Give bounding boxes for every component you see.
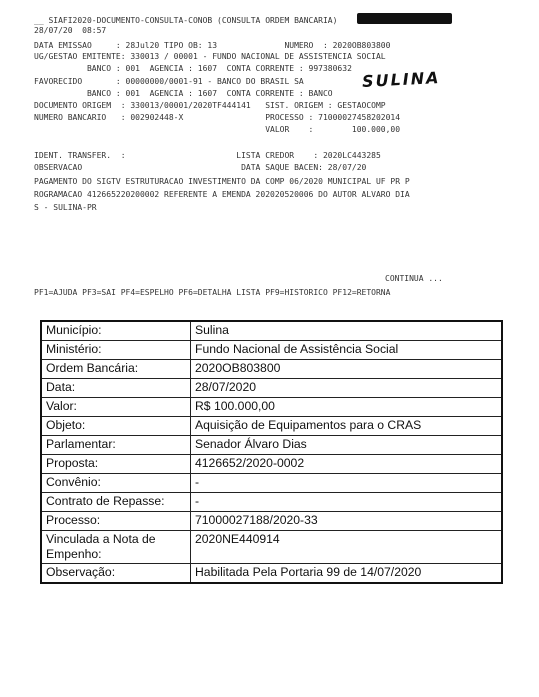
row-label: Município: [41, 321, 191, 341]
row-value: Senador Álvaro Dias [191, 436, 503, 455]
row-label: Processo: [41, 512, 191, 531]
row-label: Observação: [41, 564, 191, 584]
terminal-line-0: __ SIAFI2020-DOCUMENTO-CONSULTA-CONOB (CONSULTA ORDEM BANCARIA) [34, 16, 338, 25]
terminal-line-12: OBSERVACAO DATA SAQUE BACEN: 28/07/20 [34, 163, 367, 172]
terminal-line-4: BANCO : 001 AGENCIA : 1607 CONTA CORRENTE : 997380632 [34, 64, 352, 73]
table-row [41, 341, 502, 360]
terminal-line-6: BANCO : 001 AGENCIA : 1607 CONTA CORRENTE : BANCO [34, 89, 333, 98]
terminal-line-8: NUMERO BANCARIO : 002902448-X PROCESSO : 71000027458202014 [34, 113, 401, 122]
handwritten-note: SULINA [361, 67, 441, 92]
row-label: Parlamentar: [41, 436, 191, 455]
terminal-line-7: DOCUMENTO ORIGEM : 330013/00001/2020TF444141 SIST. ORIGEM : GESTAOCOMP [34, 101, 386, 110]
terminal-line-13: PAGAMENTO DO SIGTV ESTRUTURACAO INVESTIMENTO DA COMP 06/2020 MUNICIPAL UF PR P [34, 177, 410, 186]
ob-summary-table [40, 320, 503, 584]
terminal-line-3: UG/GESTAO EMITENTE: 330013 / 00001 - FUNDO NACIONAL DE ASSISTENCIA SOCIAL [34, 52, 386, 61]
row-value: Sulina [191, 321, 503, 341]
row-value: Habilitada Pela Portaria 99 de 14/07/2020 [191, 564, 503, 584]
row-label: Convênio: [41, 474, 191, 493]
row-label: Valor: [41, 398, 191, 417]
row-value: Aquisição de Equipamentos para o CRAS [191, 417, 503, 436]
table-row [41, 493, 502, 512]
row-value: 28/07/2020 [191, 379, 503, 398]
row-label: Proposta: [41, 455, 191, 474]
row-value: 4126652/2020-0002 [191, 455, 503, 474]
redaction-bar [357, 13, 452, 24]
row-value: 2020OB803800 [191, 360, 503, 379]
terminal-line-1: 28/07/20 08:57 [34, 26, 107, 35]
row-value: 71000027188/2020-33 [191, 512, 503, 531]
row-label: Objeto: [41, 417, 191, 436]
table-row [41, 455, 502, 474]
continua-text: CONTINUA ... [385, 274, 443, 283]
function-keys: PF1=AJUDA PF3=SAI PF4=ESPELHO PF6=DETALHA LISTA PF9=HISTORICO PF12=RETORNA [34, 288, 391, 297]
row-value: - [191, 493, 503, 512]
table-row [41, 360, 502, 379]
terminal-line-9: VALOR : 100.000,00 [34, 125, 401, 134]
row-value: 2020NE440914 [191, 531, 503, 564]
row-label: Ministério: [41, 341, 191, 360]
table-row [41, 531, 502, 564]
table-row [41, 512, 502, 531]
terminal-line-14: ROGRAMACAO 412665220200002 REFERENTE A EMENDA 202020520006 DO AUTOR ALVARO DIA [34, 190, 410, 199]
table-row [41, 474, 502, 493]
table-row [41, 436, 502, 455]
table-row [41, 417, 502, 436]
row-label: Contrato de Repasse: [41, 493, 191, 512]
terminal-line-15: S - SULINA-PR [34, 203, 97, 212]
table-row [41, 379, 502, 398]
row-value: - [191, 474, 503, 493]
terminal-line-11: IDENT. TRANSFER. : LISTA CREDOR : 2020LC443285 [34, 151, 381, 160]
table-row [41, 321, 502, 341]
table-row [41, 398, 502, 417]
row-value: Fundo Nacional de Assistência Social [191, 341, 503, 360]
table-row [41, 564, 502, 584]
row-label: Data: [41, 379, 191, 398]
row-label: Ordem Bancária: [41, 360, 191, 379]
terminal-line-2: DATA EMISSAO : 28Jul20 TIPO OB: 13 NUMERO : 2020OB803800 [34, 41, 391, 50]
row-value: R$ 100.000,00 [191, 398, 503, 417]
terminal-line-5: FAVORECIDO : 00000000/0001-91 - BANCO DO BRASIL SA [34, 77, 304, 86]
row-label: Vinculada a Nota de Empenho: [41, 531, 191, 564]
